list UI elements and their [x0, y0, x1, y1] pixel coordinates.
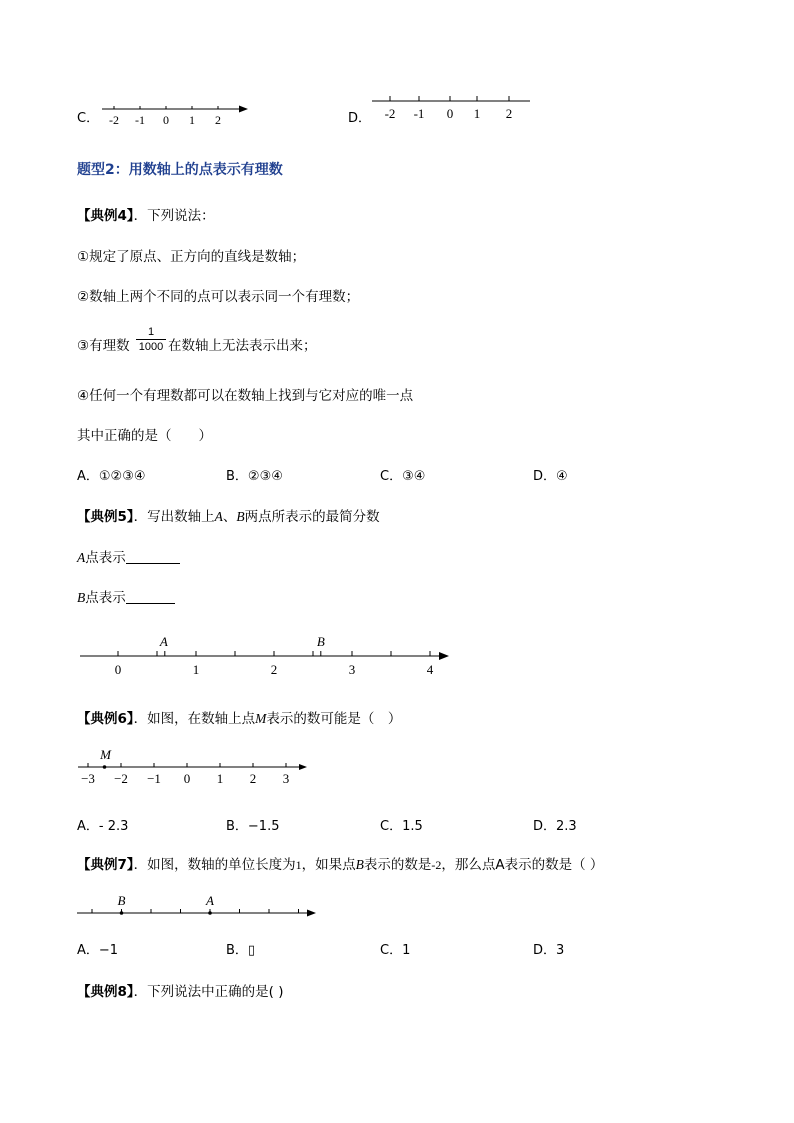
- option-b[interactable]: B．−1.5: [226, 819, 280, 834]
- stem-post: 两点所表示的最简分数: [244, 509, 380, 525]
- point-a-name: A: [214, 509, 223, 524]
- point-b-label: B: [117, 893, 126, 908]
- point-b-label: B: [316, 634, 325, 649]
- stem-post: ，那么点A表示的数是（ ）: [441, 857, 604, 873]
- answer-blank[interactable]: [126, 591, 175, 604]
- stem-pre: ．如图，数轴的单位长度为: [133, 857, 296, 873]
- option-c[interactable]: C．③④: [380, 469, 426, 484]
- tick-label: 0: [446, 106, 454, 121]
- option-d-number-line: [370, 94, 534, 124]
- point-a: [208, 911, 212, 915]
- option-b[interactable]: B．▯: [226, 943, 256, 958]
- point-a-label: A: [206, 893, 214, 908]
- option-d[interactable]: D．2.3: [533, 819, 577, 834]
- point-b-name: B: [355, 857, 364, 872]
- tick-label: −2: [114, 771, 128, 786]
- tick-label: -1: [413, 106, 425, 121]
- tick-label: 2: [505, 106, 513, 121]
- tick-label: −3: [81, 771, 95, 786]
- example-6-stem: [77, 707, 401, 727]
- example-tag: 【典例7】: [77, 857, 134, 873]
- example-5-number-line: [78, 630, 454, 680]
- option-c-label[interactable]: C．: [77, 111, 100, 126]
- example-7-stem: [77, 853, 603, 873]
- option-a[interactable]: A．①②③④: [77, 469, 146, 484]
- point-a-label: A: [159, 634, 168, 649]
- tick-label: 0: [114, 662, 122, 677]
- option-c-number-line: [98, 100, 250, 130]
- option-d[interactable]: D．3: [533, 943, 565, 958]
- tick-label: 1: [192, 662, 200, 677]
- answer-label: 点表示: [85, 550, 126, 566]
- separator: 、: [222, 509, 237, 525]
- tick-label: -2: [109, 113, 119, 127]
- stem-text: ．下列说法中正确的是( ): [133, 984, 284, 1000]
- statement-3-post: 在数轴上无法表示出来；: [168, 338, 317, 354]
- statement-3-pre: ③有理数: [77, 338, 130, 354]
- tick-label: −1: [147, 771, 161, 786]
- tick-label: -2: [384, 106, 396, 121]
- tick-label: 0: [163, 113, 169, 127]
- axis-arrow: [299, 764, 307, 770]
- example-tag: 【典例8】: [77, 984, 134, 1000]
- tick-label: 4: [426, 662, 434, 677]
- stem-text: ．下列说法：: [133, 208, 215, 224]
- unit-value: 1: [295, 858, 302, 872]
- tick-label: 3: [282, 771, 290, 786]
- point-m-label: M: [100, 747, 111, 762]
- point-b-name: B: [236, 509, 245, 524]
- answer-label: 点表示: [85, 590, 126, 606]
- fraction: [136, 325, 166, 354]
- tick-label: 2: [215, 113, 221, 127]
- point-a-name: A: [77, 550, 86, 565]
- tick-label: 1: [216, 771, 224, 786]
- option-b[interactable]: B．②③④: [226, 469, 283, 484]
- question: 其中正确的是（ ）: [77, 428, 212, 444]
- tick-label: 1: [189, 113, 195, 127]
- stem-mid-1: ，如果点: [301, 857, 356, 873]
- axis-arrow: [439, 652, 449, 660]
- option-a[interactable]: A．- 2.3: [77, 819, 129, 834]
- statement-4: ④任何一个有理数都可以在数轴上找到与它对应的唯一点: [77, 388, 414, 404]
- example-5-stem: [77, 505, 380, 525]
- option-d-label[interactable]: D．: [348, 111, 372, 126]
- example-8-stem: [77, 980, 283, 1000]
- stem-pre: ．写出数轴上: [133, 509, 215, 525]
- example-tag: 【典例5】: [77, 509, 134, 525]
- example-tag: 【典例4】: [77, 208, 134, 224]
- section-title: 题型2：用数轴上的点表示有理数: [77, 162, 283, 178]
- tick-label: 0: [183, 771, 191, 786]
- option-c[interactable]: C．1: [380, 943, 411, 958]
- point-b-value: -2: [431, 858, 442, 872]
- option-d[interactable]: D．④: [533, 469, 568, 484]
- stem-mid-2: 表示的数是: [363, 857, 432, 873]
- numerator: 1: [147, 326, 155, 338]
- example-4-stem: [77, 204, 215, 224]
- example-6-number-line: [74, 745, 314, 787]
- example-tag: 【典例6】: [77, 711, 134, 727]
- option-a[interactable]: A．−1: [77, 943, 119, 958]
- statement-1: ①规定了原点、正方向的直线是数轴；: [77, 249, 306, 265]
- point-m: [103, 765, 107, 769]
- example-7-number-line: [74, 893, 324, 923]
- answer-line-a: [77, 546, 180, 566]
- answer-blank[interactable]: [126, 551, 180, 564]
- stem-post: 表示的数可能是（ ）: [266, 711, 402, 727]
- tick-label: 2: [270, 662, 278, 677]
- option-c[interactable]: C．1.5: [380, 819, 423, 834]
- point-b-name: B: [77, 590, 86, 605]
- statement-2: ②数轴上两个不同的点可以表示同一个有理数；: [77, 289, 360, 305]
- denominator: 1000: [136, 339, 166, 354]
- tick-label: -1: [135, 113, 145, 127]
- answer-line-b: [77, 586, 175, 606]
- tick-label: 3: [348, 662, 356, 677]
- point-b: [120, 911, 124, 915]
- axis-arrow: [239, 106, 248, 113]
- stem-pre: ．如图，在数轴上点: [133, 711, 256, 727]
- point-m-name: M: [255, 711, 267, 726]
- tick-label: 2: [249, 771, 257, 786]
- tick-label: 1: [473, 106, 481, 121]
- axis-arrow: [307, 910, 316, 917]
